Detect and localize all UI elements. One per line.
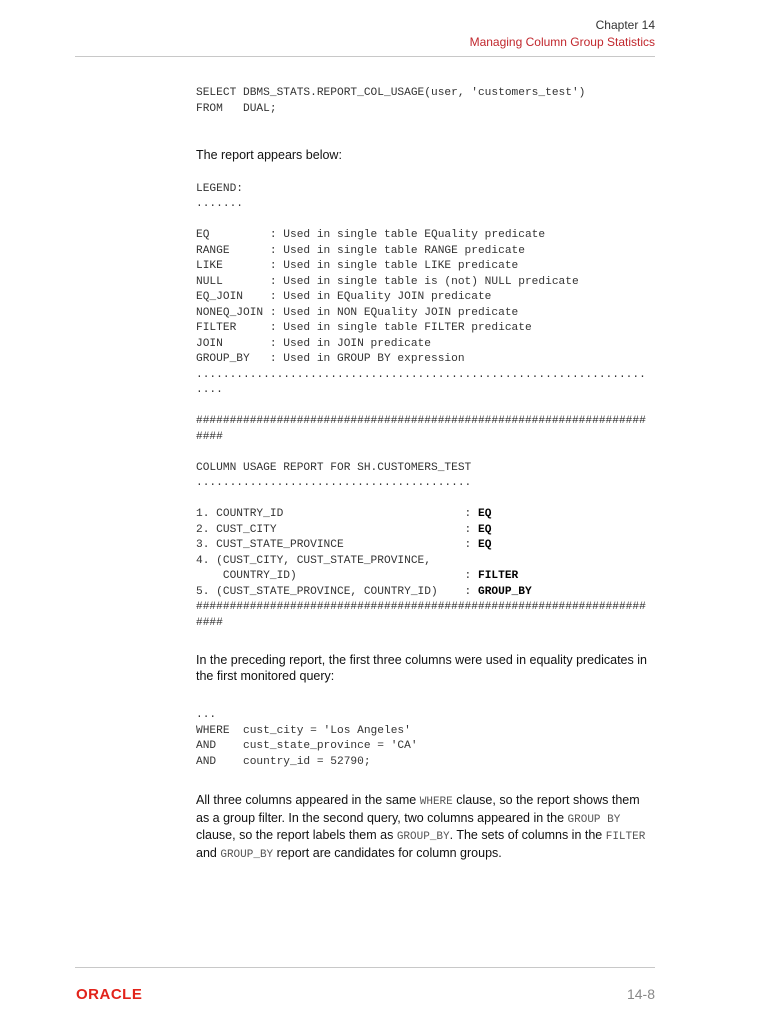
report-row: 1. COUNTRY_ID : EQ bbox=[196, 508, 492, 520]
legend-row: NULL : Used in single table is (not) NULL predicate bbox=[196, 275, 579, 288]
usage-tag: EQ bbox=[477, 523, 492, 536]
footer-divider bbox=[75, 967, 655, 968]
main-content bbox=[196, 86, 656, 863]
inline-code: GROUP BY bbox=[567, 813, 621, 826]
report-row: 5. (CUST_STATE_PROVINCE, COUNTRY_ID) : GROUP_BY bbox=[196, 585, 532, 598]
report-row: 2. CUST_CITY : EQ bbox=[196, 523, 492, 536]
usage-tag: EQ bbox=[477, 508, 492, 520]
report-intro: The report appears below: bbox=[196, 148, 342, 162]
section-title: Managing Column Group Statistics bbox=[469, 35, 655, 49]
oracle-logo: ORACLE bbox=[76, 986, 143, 1003]
dots-separator: ................................................................... .... bbox=[196, 368, 646, 396]
inline-code: FILTER bbox=[605, 831, 646, 843]
report-title: COLUMN USAGE REPORT FOR SH.CUSTOMERS_TEST ......................................... bbox=[196, 461, 472, 489]
legend-row: GROUP_BY : Used in GROUP BY expression bbox=[196, 353, 465, 365]
legend-row: RANGE : Used in single table RANGE predicate bbox=[196, 244, 525, 257]
inline-code: GROUP_BY bbox=[396, 831, 450, 843]
legend-row: NONEQ_JOIN : Used in NON EQuality JOIN predicate bbox=[196, 306, 519, 319]
paragraph-preceding-report: In the preceding report, the first three columns were used in equality predicates in the first monitored query: bbox=[196, 653, 647, 683]
inline-code: WHERE bbox=[419, 796, 453, 808]
legend-row: EQ : Used in single table EQuality predicate bbox=[196, 229, 546, 241]
legend-row: FILTER : Used in single table FILTER predicate bbox=[196, 322, 532, 334]
legend-row: LIKE : Used in single table LIKE predicate bbox=[196, 260, 519, 272]
report-row: 3. CUST_STATE_PROVINCE : EQ bbox=[196, 539, 492, 551]
header-divider bbox=[75, 56, 655, 57]
report-row: 4. (CUST_CITY, CUST_STATE_PROVINCE, COUNTRY_ID) : FILTER bbox=[196, 554, 519, 582]
hash-separator: ################################################################### #### bbox=[196, 601, 646, 629]
query-code-block: SELECT DBMS_STATS.REPORT_COL_USAGE(user, 'customers_test') FROM DUAL; bbox=[196, 87, 586, 115]
chapter-label: Chapter 14 bbox=[595, 18, 655, 32]
legend-heading: LEGEND: ....... bbox=[196, 182, 243, 210]
usage-tag: FILTER bbox=[477, 570, 519, 582]
where-code-block: ... WHERE cust_city = 'Los Angeles' AND cust_state_province = 'CA' AND country_id = 52790; bbox=[196, 709, 418, 768]
legend-row: JOIN : Used in JOIN predicate bbox=[196, 337, 431, 350]
paragraph-column-groups: All three columns appeared in the same WHERE clause, so the report shows them as a group filter. In the second query, two columns appeared in the GROUP BY clause, so the report labels them as GROUP_BY. The sets of columns in the FILTER and GROUP_BY report are candidates for column groups. bbox=[196, 793, 646, 861]
legend-row: EQ_JOIN : Used in EQuality JOIN predicate bbox=[196, 291, 492, 303]
page-number: 14-8 bbox=[626, 986, 655, 1002]
usage-tag: EQ bbox=[477, 539, 492, 551]
report-code-block bbox=[196, 182, 656, 632]
inline-code: GROUP_BY bbox=[220, 848, 274, 861]
page-header bbox=[470, 18, 655, 50]
hash-separator: ################################################################### #### bbox=[196, 415, 646, 443]
usage-tag: GROUP_BY bbox=[477, 585, 532, 598]
